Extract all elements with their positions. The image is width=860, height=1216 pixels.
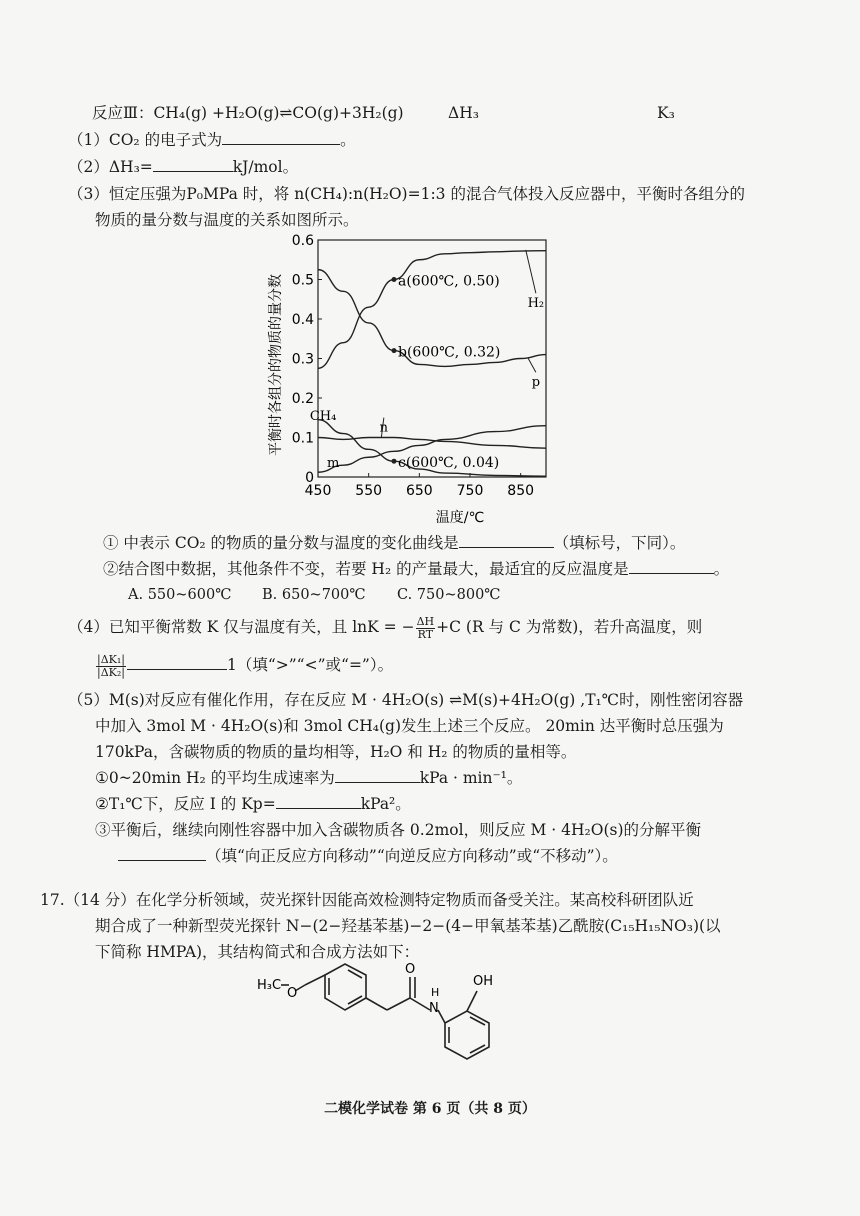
annotation-point bbox=[392, 277, 397, 282]
struct-hydroxyl: OH bbox=[473, 974, 494, 989]
question-5-sub-3: ③平衡后，继续向刚性容器中加入含碳物质各 0.2mol，则反应 M · 4H₂O(s)的分解平衡 bbox=[95, 821, 701, 839]
y-tick-label: 0 bbox=[305, 470, 314, 486]
q5-sub1-answer-blank[interactable] bbox=[335, 768, 420, 783]
q1-text: （1）CO₂ 的电子式为 bbox=[68, 131, 223, 149]
question-5-line-2: 中加入 3mol M · 4H₂O(s)和 3mol CH₄(g)发生上述三个反应。 20min 达平衡时总压强为 bbox=[95, 717, 724, 735]
x-tick-label: 750 bbox=[456, 483, 484, 499]
structure-bonds bbox=[281, 964, 489, 1059]
question-17-line-1: 17.（14 分）在化学分析领域，荧光探针因能高效检测特定物质而备受关注。某高校科研团队近 bbox=[40, 891, 694, 909]
q4-answer-blank[interactable] bbox=[127, 655, 227, 670]
annotation-label: b(600℃, 0.32) bbox=[398, 344, 501, 361]
chart-ylabel: 平衡时各组分的物质的量分数 bbox=[268, 274, 284, 456]
q2-unit: kJ/mol。 bbox=[232, 158, 299, 176]
struct-ch3: H₃C bbox=[257, 978, 282, 993]
question-17-line-2: 期合成了一种新型荧光探针 N−(2−羟基苯基)−2−(4−甲氧基苯基)乙酰胺(C₁₅H₁₅NO₃)(以 bbox=[95, 917, 721, 935]
q5-sub2-unit: kPa²。 bbox=[360, 795, 411, 813]
y-tick-label: 0.5 bbox=[291, 272, 314, 289]
series-label: H₂ bbox=[527, 296, 545, 312]
q1-answer-blank[interactable] bbox=[222, 130, 340, 145]
question-5-sub-2 bbox=[95, 794, 411, 814]
hmpa-structure bbox=[245, 955, 575, 1065]
q5-sub1-unit: kPa · min⁻¹。 bbox=[419, 769, 523, 787]
option-a[interactable]: A. 550~600℃ bbox=[128, 587, 232, 603]
q4-ratio bbox=[96, 654, 126, 679]
option-c[interactable]: C. 750~800℃ bbox=[397, 587, 501, 603]
question-5-sub-3-line-2 bbox=[118, 846, 618, 866]
x-tick-label: 650 bbox=[405, 483, 433, 499]
reaction-3-k: K₃ bbox=[657, 104, 675, 122]
series-leader bbox=[528, 359, 536, 373]
question-1 bbox=[68, 130, 356, 150]
chart-xlabel: 温度/℃ bbox=[435, 510, 485, 526]
q3-sub1-answer-blank[interactable] bbox=[459, 533, 554, 548]
struct-nitrogen: N bbox=[429, 1001, 439, 1016]
q3-sub1-end: （填标号，下同）。 bbox=[553, 534, 686, 552]
q4-fraction-den: RT bbox=[417, 627, 434, 641]
y-tick-label: 0.6 bbox=[291, 233, 314, 249]
q5-sub1-text: ①0~20min H₂ 的平均生成速率为 bbox=[95, 769, 335, 787]
q4-fraction bbox=[416, 616, 436, 641]
annotation-point bbox=[392, 459, 397, 464]
struct-oxygen-ether: O bbox=[287, 986, 298, 1001]
series-leader bbox=[526, 250, 536, 293]
q4-text: （4）已知平衡常数 K 仅与温度有关，且 lnK = − bbox=[68, 618, 415, 636]
question-17-line-3: 下简称 HMPA)，其结构简式和合成方法如下： bbox=[95, 943, 420, 961]
reaction-3-equation: 反应Ⅲ：CH₄(g) +H₂O(g)⇌CO(g)+3H₂(g) bbox=[92, 104, 404, 122]
series-label: p bbox=[531, 375, 541, 391]
question-5-sub-1 bbox=[95, 768, 522, 788]
q4-end: 1（填“>”“<”或“=”）。 bbox=[226, 656, 394, 674]
question-3-line-2: 物质的量分数与温度的关系如图所示。 bbox=[95, 211, 359, 229]
q5-sub2-text: ②T₁℃下，反应 I 的 Kp= bbox=[95, 795, 276, 813]
mole-fraction-chart bbox=[260, 225, 560, 530]
question-5-line-1: （5）M(s)对反应有催化作用，存在反应 M · 4H₂O(s) ⇌M(s)+4H₂O(g) ,T₁℃时，刚性密闭容器 bbox=[68, 691, 744, 709]
x-tick-label: 450 bbox=[304, 483, 332, 499]
question-4-line-2 bbox=[95, 650, 393, 680]
reaction-3-dh: ΔH₃ bbox=[448, 104, 479, 122]
question-3-sub-1 bbox=[103, 533, 685, 553]
series-label: n bbox=[379, 420, 389, 436]
struct-nh-hydrogen: H bbox=[431, 986, 440, 999]
q4-fraction-num: ΔH bbox=[416, 614, 435, 628]
q4-text-mid: +C (R 与 C 为常数)，若升高温度，则 bbox=[436, 618, 703, 636]
y-tick-label: 0.3 bbox=[291, 351, 314, 368]
q2-text: （2）ΔH₃= bbox=[68, 158, 153, 176]
page-footer: 二模化学试卷 第 6 页（共 8 页） bbox=[324, 1101, 536, 1117]
q2-answer-blank[interactable] bbox=[153, 157, 233, 172]
q5-sub3-options: （填“向正反应方向移动”“向逆反应方向移动”或“不移动”）。 bbox=[206, 847, 618, 865]
chart-ylabel-group bbox=[267, 274, 284, 456]
x-tick-label: 550 bbox=[355, 483, 383, 499]
q1-end: 。 bbox=[340, 131, 356, 149]
annotation-label: c(600℃, 0.04) bbox=[398, 455, 500, 472]
q4-ratio-den: |ΔK₂| bbox=[97, 665, 125, 679]
q3-sub1-text: ① 中表示 CO₂ 的物质的量分数与温度的变化曲线是 bbox=[103, 534, 459, 552]
question-3-sub-2 bbox=[103, 559, 729, 579]
y-tick-label: 0.4 bbox=[291, 312, 314, 328]
q5-sub3-answer-blank[interactable] bbox=[118, 846, 206, 861]
reaction-3 bbox=[92, 103, 404, 123]
question-4 bbox=[68, 612, 702, 642]
series-label: CH₄ bbox=[309, 408, 337, 424]
option-b[interactable]: B. 650~700℃ bbox=[262, 587, 366, 603]
y-tick-label: 0.1 bbox=[291, 430, 314, 447]
series-label: m bbox=[327, 456, 340, 472]
annotation-point bbox=[392, 348, 397, 353]
annotation-label: a(600℃, 0.50) bbox=[398, 273, 500, 290]
question-5-line-3: 170kPa，含碳物质的物质的量均相等，H₂O 和 H₂ 的物质的量相等。 bbox=[95, 743, 577, 761]
y-tick-label: 0.2 bbox=[291, 391, 314, 407]
question-2 bbox=[68, 157, 298, 177]
q3-sub2-text: ②结合图中数据，其他条件不变，若要 H₂ 的产量最大，最适宜的反应温度是 bbox=[103, 560, 629, 578]
q3-sub2-end: 。 bbox=[713, 560, 730, 578]
question-3-line-1: （3）恒定压强为P₀MPa 时，将 n(CH₄):n(H₂O)=1:3 的混合气体投入反应器中，平衡时各组分的 bbox=[68, 185, 745, 203]
x-tick-label: 850 bbox=[507, 483, 535, 499]
q4-ratio-num: |ΔK₁| bbox=[97, 652, 125, 666]
q3-sub2-answer-blank[interactable] bbox=[629, 559, 714, 574]
struct-oxygen-carbonyl: O bbox=[405, 962, 416, 977]
q5-sub2-answer-blank[interactable] bbox=[276, 794, 361, 809]
